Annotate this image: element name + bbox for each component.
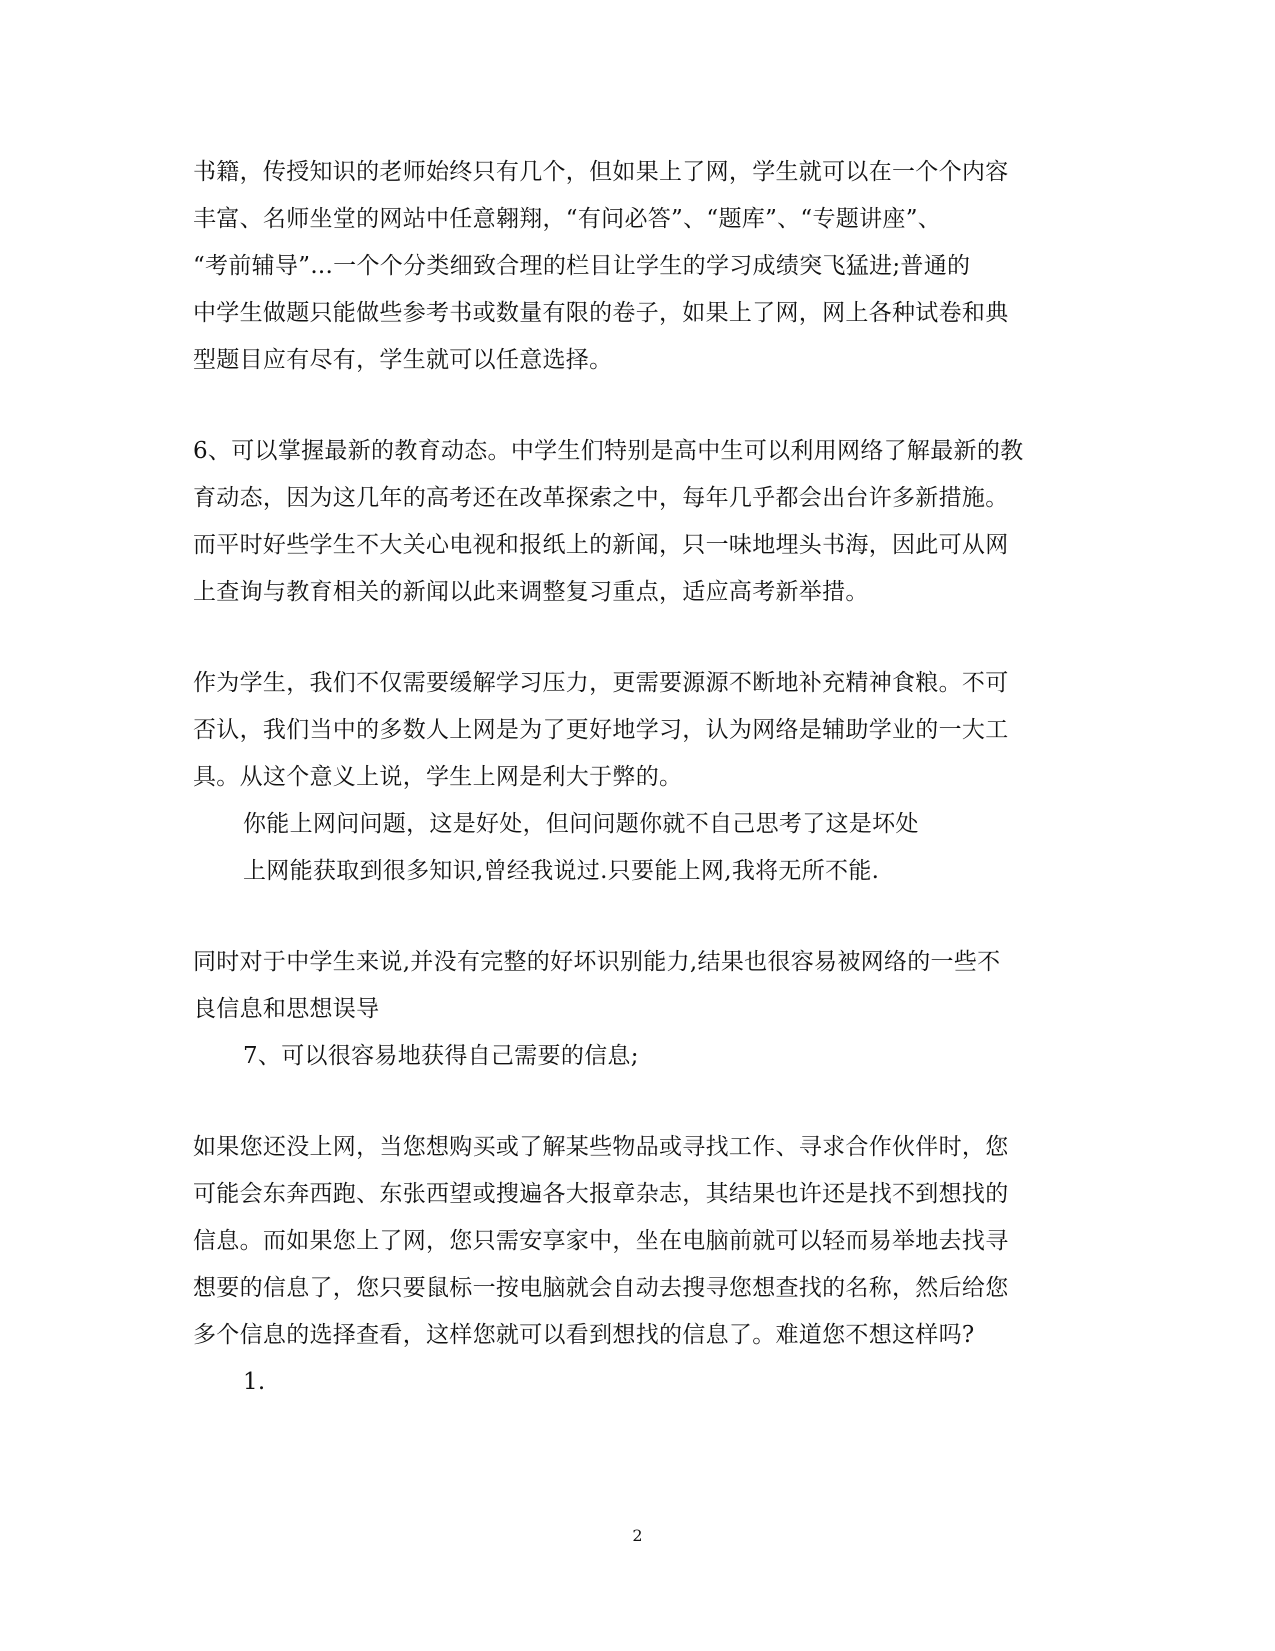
text-line: 你能上网问问题，这是好处，但问问题你就不自己思考了这是坏处 [243, 811, 919, 837]
text-line: 书籍，传授知识的老师始终只有几个，但如果上了网，学生就可以在一个个内容 [193, 159, 1009, 185]
list-number: 1. [243, 1369, 266, 1395]
page-number: 2 [632, 1526, 643, 1545]
text-line: 如果您还没上网，当您想购买或了解某些物品或寻找工作、寻求合作伙伴时，您 [193, 1134, 1009, 1160]
text-line: 型题目应有尽有，学生就可以任意选择。 [193, 347, 613, 373]
text-line: 中学生做题只能做些参考书或数量有限的卷子，如果上了网，网上各种试卷和典 [193, 300, 1009, 326]
text-line: 多个信息的选择查看，这样您就可以看到想找的信息了。难道您不想这样吗? [193, 1322, 975, 1348]
text-line: 上网能获取到很多知识,曾经我说过.只要能上网,我将无所不能. [243, 858, 880, 884]
text-line: 良信息和思想误导 [193, 996, 380, 1022]
text-line: 信息。而如果您上了网，您只需安享家中，坐在电脑前就可以轻而易举地去找寻 [193, 1228, 1009, 1254]
text-line: 育动态，因为这几年的高考还在改革探索之中，每年几乎都会出台许多新措施。 [193, 485, 1009, 511]
text-line: 而平时好些学生不大关心电视和报纸上的新闻，只一味地埋头书海，因此可从网 [193, 532, 1009, 558]
text-line: 上查询与教育相关的新闻以此来调整复习重点，适应高考新举措。 [193, 579, 869, 605]
text-line: 7、可以很容易地获得自己需要的信息; [243, 1043, 639, 1069]
text-line: 同时对于中学生来说,并没有完整的好坏识别能力,结果也很容易被网络的一些不 [193, 949, 1001, 975]
text-line: 否认，我们当中的多数人上网是为了更好地学习，认为网络是辅助学业的一大工 [193, 717, 1009, 743]
text-line: 6、可以掌握最新的教育动态。中学生们特别是高中生可以利用网络了解最新的教 [193, 438, 1024, 464]
text-line: 想要的信息了，您只要鼠标一按电脑就会自动去搜寻您想查找的名称，然后给您 [193, 1275, 1009, 1301]
text-line: 丰富、名师坐堂的网站中任意翱翔，“有问必答”、“题库”、“专题讲座”、 [193, 206, 942, 232]
text-line: “考前辅导”...一个个分类细致合理的栏目让学生的学习成绩突飞猛进;普通的 [193, 253, 971, 279]
text-line: 作为学生，我们不仅需要缓解学习压力，更需要源源不断地补充精神食粮。不可 [193, 670, 1009, 696]
text-line: 具。从这个意义上说，学生上网是利大于弊的。 [193, 764, 683, 790]
text-line: 可能会东奔西跑、东张西望或搜遍各大报章杂志，其结果也许还是找不到想找的 [193, 1181, 1009, 1207]
